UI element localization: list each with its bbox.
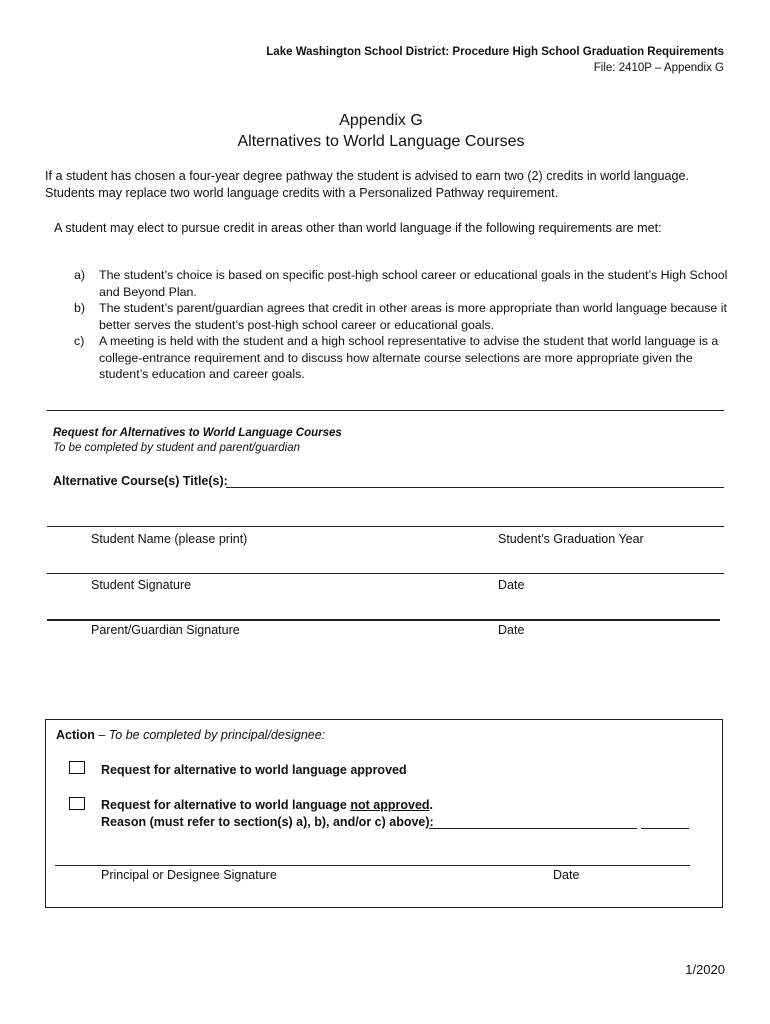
parent-signature-label: Parent/Guardian Signature bbox=[91, 623, 240, 637]
reason-field-extension[interactable] bbox=[641, 828, 689, 829]
section-divider bbox=[47, 410, 724, 411]
graduation-year-label: Student’s Graduation Year bbox=[498, 532, 644, 546]
principal-signature-label: Principal or Designee Signature bbox=[101, 868, 277, 882]
parent-date-label: Date bbox=[498, 623, 525, 637]
list-item bbox=[54, 333, 734, 383]
list-item bbox=[54, 267, 734, 300]
file-reference: File: 2410P – Appendix G bbox=[593, 62, 724, 74]
action-label: Action bbox=[56, 728, 95, 742]
intro-paragraph: If a student has chosen a four-year degree pathway the student is advised to earn two (2) credits in world language. Students may replace two world language credits with a Personalized Pathway requirement. bbox=[45, 169, 690, 200]
request-heading: Request for Alternatives to World Language Courses bbox=[53, 427, 342, 439]
district-header: Lake Washington School District: Procedure High School Graduation Requirements bbox=[266, 46, 724, 58]
list-item-text: A meeting is held with the student and a high school representative to advise the student that world language is a college-entrance requirement and to discuss how alternate course selections are more appropriate given the student’s education and career goals. bbox=[99, 334, 719, 381]
approved-option-label: Request for alternative to world language approved bbox=[101, 763, 407, 777]
reason-label: Reason (must refer to section(s) a), b), and/or c) above): bbox=[101, 815, 434, 829]
student-name-label: Student Name (please print) bbox=[91, 532, 248, 546]
not-approved-option-label bbox=[101, 798, 433, 812]
footer-date: 1/2020 bbox=[685, 962, 725, 977]
not-approved-emphasis: not approved bbox=[350, 798, 430, 812]
alt-course-label: Alternative Course(s) Title(s): bbox=[53, 474, 228, 488]
action-instruction-text: – To be completed by principal/designee: bbox=[98, 728, 326, 742]
not-approved-prefix: Request for alternative to world language bbox=[101, 798, 351, 812]
parent-signature-line[interactable] bbox=[47, 619, 720, 621]
list-marker: a) bbox=[74, 268, 86, 282]
not-approved-suffix: . bbox=[429, 798, 434, 812]
requirements-intro: A student may elect to pursue credit in areas other than world language if the following requirements are met: bbox=[54, 221, 662, 235]
student-signature-label: Student Signature bbox=[91, 578, 192, 592]
page-subtitle: Alternatives to World Language Courses bbox=[237, 133, 525, 150]
student-name-line[interactable] bbox=[47, 526, 724, 527]
list-item-text: The student’s parent/guardian agrees that credit in other areas is more appropriate than world language because it better serves the student’s post-high school career or educational goals. bbox=[99, 301, 727, 332]
list-item bbox=[54, 300, 734, 333]
list-marker: b) bbox=[74, 301, 86, 315]
student-signature-line[interactable] bbox=[47, 573, 724, 574]
student-date-label: Date bbox=[498, 578, 525, 592]
requirements-list bbox=[54, 267, 734, 383]
principal-date-label: Date bbox=[553, 868, 580, 882]
action-instruction bbox=[56, 728, 325, 742]
request-subheading: To be completed by student and parent/guardian bbox=[53, 442, 301, 454]
list-marker: c) bbox=[74, 334, 85, 348]
not-approved-checkbox[interactable] bbox=[69, 797, 85, 810]
list-item-text: The student’s choice is based on specific post-high school career or educational goals in the student’s High School and Beyond Plan. bbox=[99, 268, 728, 299]
alt-course-field[interactable] bbox=[226, 487, 724, 488]
reason-field[interactable] bbox=[429, 828, 637, 829]
page-title: Appendix G bbox=[339, 112, 423, 129]
principal-signature-line[interactable] bbox=[55, 865, 690, 866]
approved-checkbox[interactable] bbox=[69, 761, 85, 774]
